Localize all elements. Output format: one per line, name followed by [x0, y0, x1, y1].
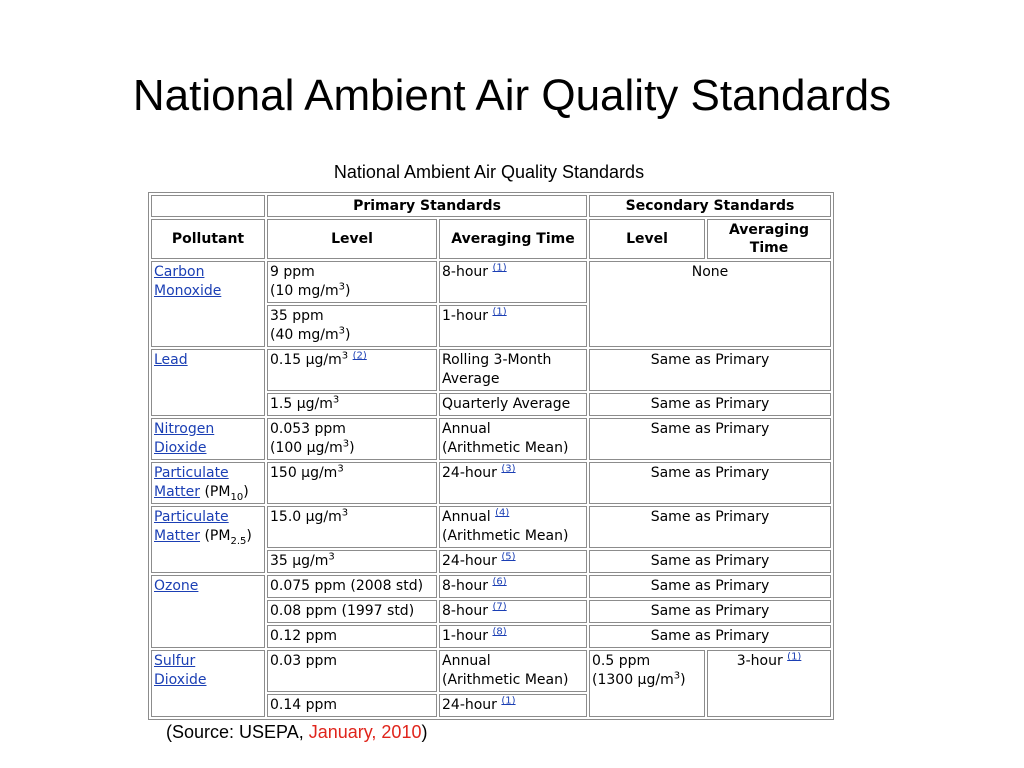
secondary-level-cell: 0.5 ppm (1300 $\mu g/m^3$) — [589, 650, 705, 717]
table-row-so2-1 — [151, 650, 831, 692]
pollutant-link-pm10[interactable]: Particulate Matter — [154, 465, 229, 500]
footnote-link[interactable]: (8) — [492, 626, 507, 638]
level-cell: 0.12 ppm — [267, 625, 437, 648]
averaging-time-cell: Quarterly Average — [439, 393, 587, 416]
secondary-same-cell: Same as Primary — [589, 550, 831, 573]
table-row-no2 — [151, 418, 831, 460]
averaging-time-cell: Annual (Arithmetic Mean) — [439, 650, 587, 692]
header-secondary-averaging-time: Averaging Time — [707, 219, 831, 259]
footnote-link[interactable]: (5) — [501, 551, 516, 563]
level-cell: 35 $\mu g/m^3$ — [267, 550, 437, 573]
averaging-time-cell: 1-hour $^{(1)}$ — [439, 305, 587, 347]
footnote-link[interactable]: (1) — [492, 262, 507, 274]
footnote-link[interactable]: (1) — [501, 695, 516, 707]
footnote-link[interactable]: (4) — [495, 507, 510, 519]
averaging-time-cell: 24-hour $^{(3)}$ — [439, 462, 587, 504]
level-cell: 0.075 ppm (2008 std) — [267, 575, 437, 598]
level-cell: 9 ppm (10 $mg/m^3$) — [267, 261, 437, 303]
secondary-same-cell: Same as Primary — [589, 349, 831, 391]
header-primary-standards: Primary Standards — [267, 195, 587, 217]
table-row-lead-1 — [151, 349, 831, 391]
averaging-time-cell: 8-hour $^{(6)}$ — [439, 575, 587, 598]
pollutant-cell — [151, 418, 265, 460]
pollutant-cell: Particulate Matter $(PM_{10})$ — [151, 462, 265, 504]
table-row-co-1 — [151, 261, 831, 303]
averaging-time-cell: 8-hour $^{(1)}$ — [439, 261, 587, 303]
pollutant-link-ozone[interactable]: Ozone — [154, 578, 199, 594]
secondary-averaging-time-cell: 3-hour $^{(1)}$ — [707, 650, 831, 717]
footnote-link[interactable]: (2) — [352, 350, 367, 362]
pollutant-cell — [151, 349, 265, 416]
footnote-link[interactable]: (7) — [492, 601, 507, 613]
averaging-time-cell: 24-hour $^{(1)}$ — [439, 694, 587, 717]
header-pollutant: Pollutant — [151, 219, 265, 259]
header-secondary-standards: Secondary Standards — [589, 195, 831, 217]
table-row-pm25-1 — [151, 506, 831, 548]
level-cell: 1.5 $\mu g/m^3$ — [267, 393, 437, 416]
level-cell: 0.053 ppm (100 $\mu g/m^3$) — [267, 418, 437, 460]
group-header-row — [151, 195, 831, 217]
pollutant-link-carbon-monoxide[interactable]: Carbon Monoxide — [154, 264, 222, 299]
header-blank — [151, 195, 265, 217]
averaging-time-cell: Annual (Arithmetic Mean) — [439, 418, 587, 460]
level-cell: 0.03 ppm — [267, 650, 437, 692]
header-primary-level: Level — [267, 219, 437, 259]
level-cell: 0.15 $\mu g/m^3$ $^{(2)}$ — [267, 349, 437, 391]
pollutant-cell — [151, 261, 265, 347]
header-secondary-level: Level — [589, 219, 705, 259]
level-cell: 0.14 ppm — [267, 694, 437, 717]
source-citation: (Source: USEPA, January, 2010) — [166, 722, 428, 742]
averaging-time-cell: 1-hour $^{(8)}$ — [439, 625, 587, 648]
secondary-none-cell: None — [589, 261, 831, 347]
table-row-ozone-1 — [151, 575, 831, 598]
level-cell: 35 ppm (40 $mg/m^3$) — [267, 305, 437, 347]
standards-table — [148, 192, 834, 720]
level-cell: 150 $\mu g/m^3$ — [267, 462, 437, 504]
pollutant-link-sulfur-dioxide[interactable]: Sulfur Dioxide — [154, 653, 207, 688]
table-row-pm10 — [151, 462, 831, 504]
pollutant-link-pm25[interactable]: Particulate Matter — [154, 509, 229, 544]
slide-title: National Ambient Air Quality Standards — [132, 71, 892, 120]
footnote-link[interactable]: (1) — [492, 306, 507, 318]
pollutant-link-nitrogen-dioxide[interactable]: Nitrogen Dioxide — [154, 421, 215, 456]
table-caption: National Ambient Air Quality Standards — [333, 162, 645, 182]
pollutant-cell — [151, 650, 265, 717]
secondary-same-cell: Same as Primary — [589, 625, 831, 648]
level-cell: 15.0 $\mu g/m^3$ — [267, 506, 437, 548]
averaging-time-cell: Annual $^{(4)}$ (Arithmetic Mean) — [439, 506, 587, 548]
pollutant-cell — [151, 575, 265, 648]
secondary-same-cell: Same as Primary — [589, 506, 831, 548]
pollutant-link-lead[interactable]: Lead — [154, 352, 188, 368]
source-date: January, 2010 — [308, 722, 422, 742]
secondary-same-cell: Same as Primary — [589, 575, 831, 598]
averaging-time-cell: Rolling 3-Month Average — [439, 349, 587, 391]
averaging-time-cell: 8-hour $^{(7)}$ — [439, 600, 587, 623]
header-primary-averaging-time: Averaging Time — [439, 219, 587, 259]
secondary-same-cell: Same as Primary — [589, 462, 831, 504]
level-cell: 0.08 ppm (1997 std) — [267, 600, 437, 623]
secondary-same-cell: Same as Primary — [589, 393, 831, 416]
secondary-same-cell: Same as Primary — [589, 418, 831, 460]
column-header-row — [151, 219, 831, 259]
footnote-link[interactable]: (3) — [501, 463, 516, 475]
footnote-link[interactable]: (6) — [492, 576, 507, 588]
averaging-time-cell: 24-hour $^{(5)}$ — [439, 550, 587, 573]
pollutant-cell: Particulate Matter $(PM_{2.5})$ — [151, 506, 265, 573]
secondary-same-cell: Same as Primary — [589, 600, 831, 623]
footnote-link[interactable]: (1) — [787, 651, 802, 663]
